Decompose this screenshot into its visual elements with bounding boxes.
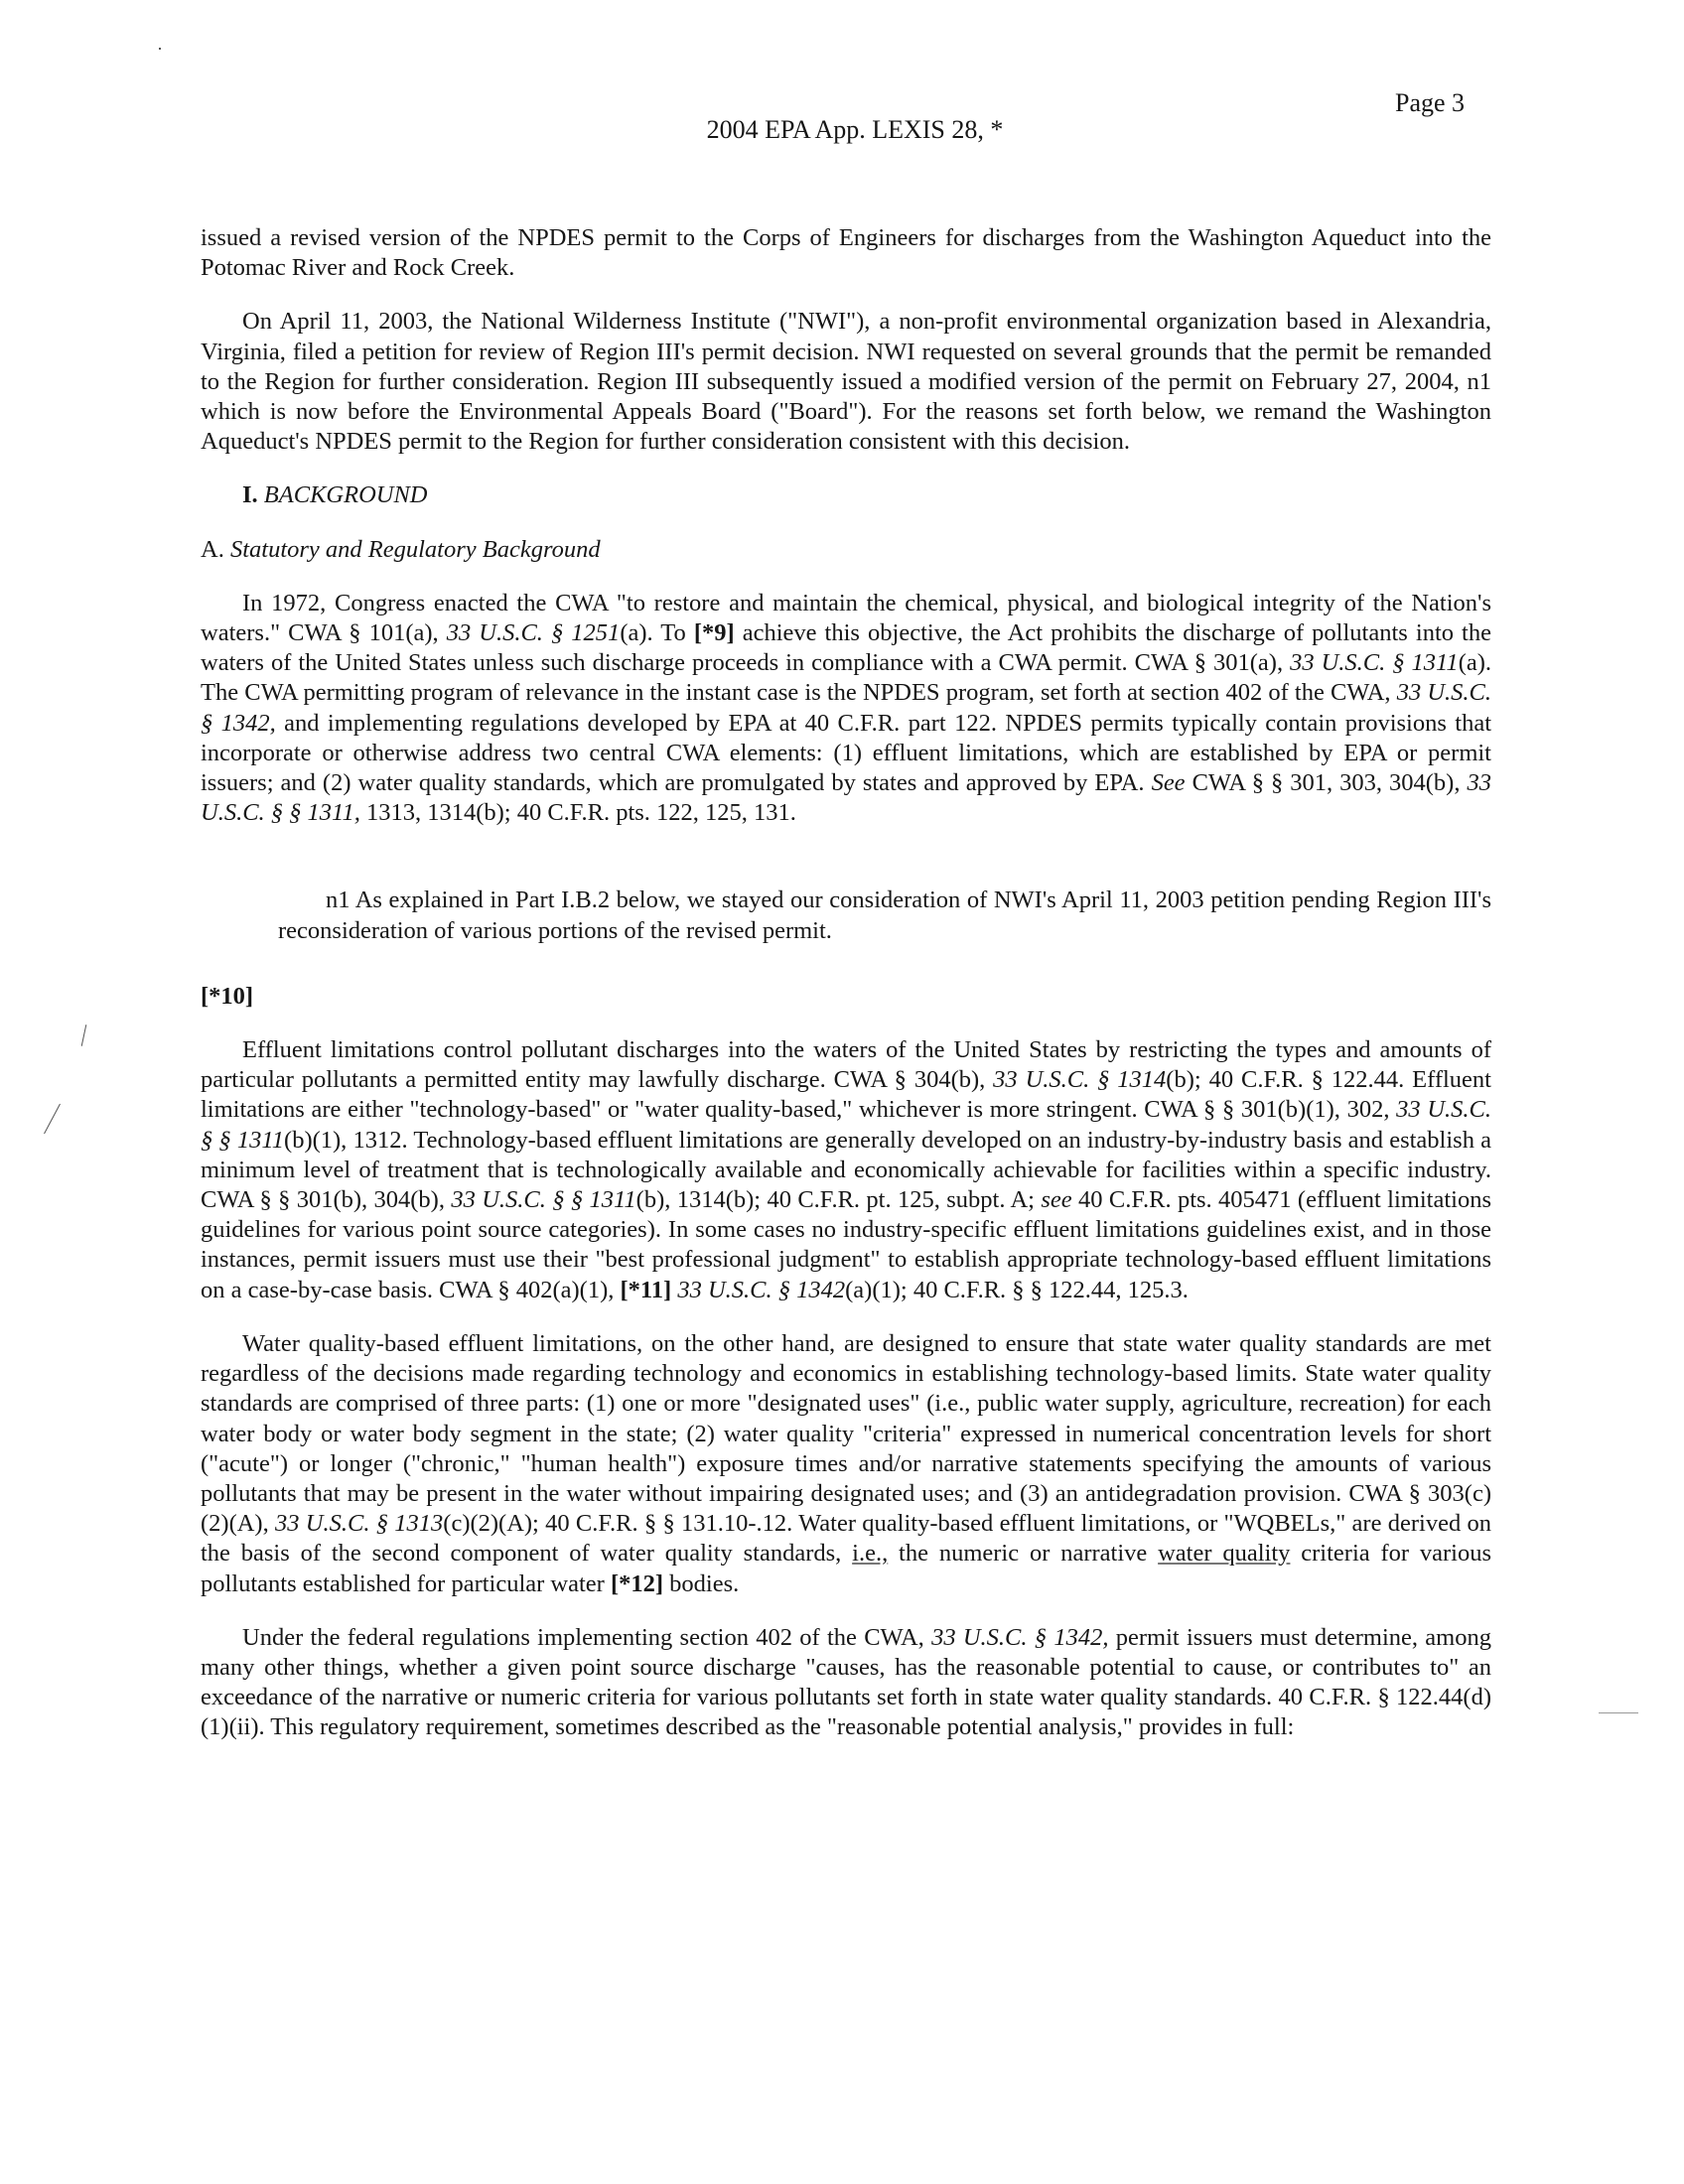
statute-citation: 33 U.S.C. § § 1311	[451, 1186, 636, 1214]
page-number: Page 3	[1395, 88, 1466, 117]
statute-citation: 33 U.S.C. § 1313	[275, 1510, 444, 1538]
underlined-text: i.e.,	[852, 1540, 889, 1568]
statute-citation: 33 U.S.C. § 1342,	[201, 679, 1491, 737]
statute-citation: 33 U.S.C. § 1311	[1290, 649, 1459, 677]
star-page-marker: [*10]	[201, 982, 254, 1010]
subsection-heading-title: Statutory and Regulatory Background	[229, 535, 601, 563]
star-page-marker: [*11]	[620, 1276, 672, 1303]
statute-citation: 33 U.S.C. § 1251	[446, 619, 621, 647]
paragraph-cwa-overview: In 1972, Congress enacted the CWA "to restore and maintain the chemical, physical, and biological integrity of the Nation's waters." CWA § 101(a), 33 U.S.C. § 1251(a). To [*9] achieve this objective, the Act prohibits the discharge of pollutants into the waters of the United States unless such discharge proceeds in compliance with a CWA permit. CWA § 301(a), 33 U.S.C. § 1311(a). The CWA permitting program of relevance in the instant case is the NPDES program, set forth at section 402 of the CWA, 33 U.S.C. § 1342, and implementing regulations developed by EPA at 40 C.F.R. part 122. NPDES permits typically contain provisions that incorporate or otherwise address two central CWA elements: (1) effluent limitations, which are established by EPA or permit issuers; and (2) water quality standards, which are promulgated by states and approved by EPA. See CWA § § 301, 303, 304(b), 33 U.S.C. § § 1311, 1313, 1314(b); 40 C.F.R. pts. 122, 125, 131.	[201, 589, 1492, 827]
statute-citation: 33 U.S.C. § 1342	[677, 1276, 846, 1303]
footnote-n1: n1 As explained in Part I.B.2 below, we stayed our consideration of NWI's April 11, 2003 petition pending Region III's reconsideration of various portions of the revised permit.	[278, 887, 1491, 944]
running-header-citation: 2004 EPA App. LEXIS 28, *	[706, 115, 1004, 144]
subsection-heading-statutory	[201, 535, 1491, 565]
paragraph-continued: issued a revised version of the NPDES permit to the Corps of Engineers for discharges from the Washington Aqueduct into the Potomac River and Rock Creek.	[201, 224, 1491, 282]
statute-citation: 33 U.S.C. § 1314	[993, 1066, 1167, 1094]
section-heading-title: BACKGROUND	[263, 481, 428, 509]
paragraph-effluent-limitations: Effluent limitations control pollutant discharges into the waters of the United States by restricting the types and amounts of particular pollutants a permitted entity may lawfully discharge. CWA § 304(b), 33 U.S.C. § 1314(b); 40 C.F.R. § 122.44. Effluent limitations are either "technology-based" or "water quality-based," whichever is more stringent. CWA § § 301(b)(1), 302, 33 U.S.C. § § 1311(b)(1), 1312. Technology-based effluent limitations are generally developed on an industry-by-industry basis and establish a minimum level of treatment that is technologically available and economically achievable for facilities within a specific industry. CWA § § 301(b), 304(b), 33 U.S.C. § § 1311(b), 1314(b); 40 C.F.R. pt. 125, subpt. A; see 40 C.F.R. pts. 405471 (effluent limitations guidelines for various point source categories). In some cases no industry-specific effluent limitations guidelines exist, and in those instances, permit issuers must use their "best professional judgment" to establish appropriate technology-based effluent limitations on a case-by-case basis. CWA § 402(a)(1), [*11] 33 U.S.C. § 1342(a)(1); 40 C.F.R. § § 122.44, 125.3.	[201, 1036, 1491, 1303]
section-heading-background	[242, 480, 1491, 510]
section-heading-number: I.	[242, 481, 258, 509]
paragraph-procedural-history: On April 11, 2003, the National Wilderness Institute ("NWI"), a non-profit environmental organization based in Alexandria, Virginia, filed a petition for review of Region III's permit decision. NWI requested on several grounds that the permit be remanded to the Region for further consideration. Region III subsequently issued a modified version of the permit on February 27, 2004, n1 which is now before the Environmental Appeals Board ("Board"). For the reasons set forth below, we remand the Washington Aqueduct's NPDES permit to the Region for further consideration consistent with this decision.	[201, 308, 1491, 456]
scan-mark	[81, 1024, 87, 1046]
scan-mark	[1599, 1712, 1638, 1713]
star-page-marker: [*12]	[610, 1570, 664, 1597]
statute-citation: 33 U.S.C. § § 1311	[201, 1096, 1491, 1154]
scan-mark	[44, 1104, 61, 1134]
underlined-text: water quality	[1158, 1540, 1291, 1568]
signal-word: See	[1151, 769, 1186, 797]
statute-citation: 33 U.S.C. § 1342,	[931, 1623, 1109, 1651]
paragraph-water-quality-limits: Water quality-based effluent limitations, on the other hand, are designed to ensure that state water quality standards are met regardless of the decisions made regarding technology and economics in establishing technology-based limits. State water quality standards are comprised of three parts: (1) one or more "designated uses" (i.e., public water supply, agriculture, recreation) for each water body or water body segment in the state; (2) water quality "criteria" expressed in numerical concentration levels for short ("acute") or longer ("chronic," "human health") exposure times and/or narrative statements specifying the amounts of various pollutants that may be present in the water without impairing designated uses; and (3) an antidegradation provision. CWA § 303(c)(2)(A), 33 U.S.C. § 1313(c)(2)(A); 40 C.F.R. § § 131.10-.12. Water quality-based effluent limitations, or "WQBELs," are derived on the basis of the second component of water quality standards, i.e., the numeric or narrative water quality criteria for various pollutants established for particular water [*12] bodies.	[201, 1329, 1492, 1597]
statute-citation: 33 U.S.C. § § 1311,	[201, 769, 1491, 827]
star-page-marker: [*9]	[693, 619, 735, 647]
subsection-heading-number: A.	[201, 535, 224, 563]
signal-word: see	[1041, 1186, 1072, 1214]
paragraph-reasonable-potential: Under the federal regulations implementing section 402 of the CWA, 33 U.S.C. § 1342, permit issuers must determine, among many other things, whether a given point source discharge "causes, has the reasonable potential to cause, or contributes to" an exceedance of the narrative or numeric criteria for various pollutants set forth in state water quality standards. 40 C.F.R. § 122.44(d)(1)(ii). This regulatory requirement, sometimes described as the "reasonable potential analysis," provides in full:	[201, 1623, 1491, 1741]
scan-mark	[159, 48, 161, 50]
document-body	[201, 223, 1491, 1767]
